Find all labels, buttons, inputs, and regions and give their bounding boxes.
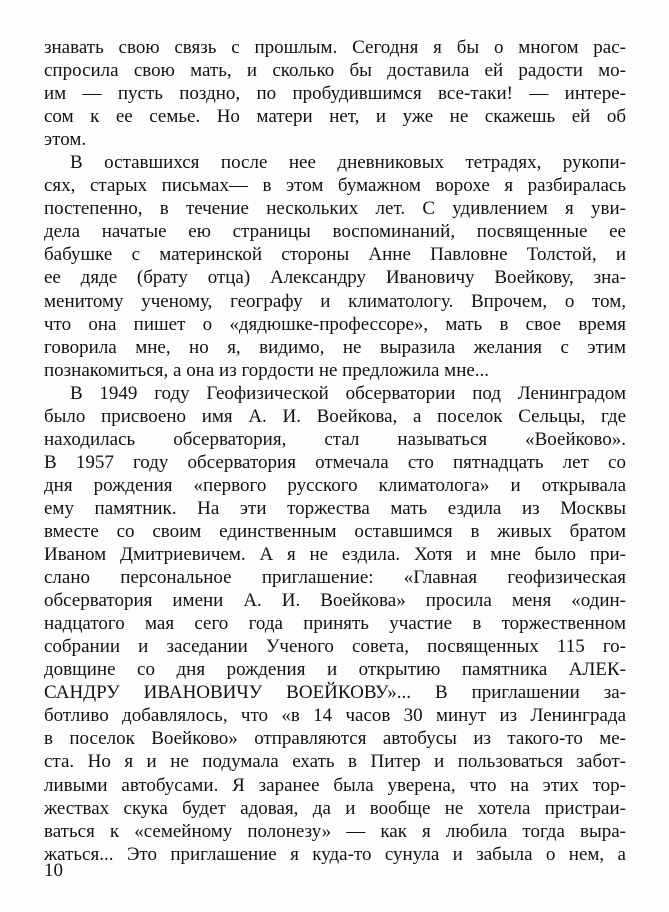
- text-line: сях, старых письмах— в этом бумажном ворохе я разбиралась: [44, 175, 626, 197]
- text-line: познакомиться, а она из гордости не предложила мне...: [44, 359, 490, 381]
- page-number: 10: [44, 860, 63, 881]
- text-line: жествах скука будет адовая, да и вообще не хотела пристраи-: [44, 797, 626, 819]
- text-line: ваться к «семейному полонезу» — как я любила тогда выра-: [44, 820, 626, 842]
- text-line: говорила мне, но я, видимо, не выразила желания с этим: [44, 336, 626, 358]
- text-line: довщине со дня рождения и открытию памятника АЛЕК-: [44, 659, 626, 681]
- text-line: бабушке с материнской стороны Анне Павловне Толстой, и: [44, 244, 626, 266]
- text-line: вместе со своим единственным оставшимся в живых братом: [44, 520, 626, 542]
- text-line: ему памятник. На эти торжества мать ездила из Москвы: [44, 497, 626, 519]
- text-line: было присвоено имя А. И. Воейкова, а поселок Сельцы, где: [44, 405, 626, 427]
- text-line: В 1949 году Геофизической обсерватории под Ленинградом: [70, 382, 626, 404]
- text-line: надцатого мая сего года принять участие в торжественном: [44, 613, 626, 635]
- text-line: этом.: [44, 129, 87, 151]
- text-line: дела начатые ею страницы воспоминаний, посвященные ее: [44, 221, 626, 243]
- body-text: [44, 36, 626, 866]
- text-line: в поселок Воейково» отправляются автобусы из такого-то ме-: [44, 728, 626, 750]
- text-line: что она пишет о «дядюшке-профессоре», мать в свое время: [44, 313, 626, 335]
- text-line: Иваном Дмитриевичем. А я не ездила. Хотя и мне было при-: [44, 544, 626, 566]
- text-line: ее дяде (брату отца) Александру Ивановичу Воейкову, зна-: [44, 267, 626, 289]
- text-line: ботливо добавлялось, что «в 14 часов 30 минут из Ленинграда: [44, 705, 626, 727]
- text-line: им — пусть поздно, по пробудившимся все-таки! — интере-: [44, 83, 626, 105]
- text-line: спросила свою мать, и сколько бы доставила ей радости мо-: [44, 60, 626, 82]
- text-line: менитому ученому, географу и климатологу. Впрочем, о том,: [44, 290, 626, 312]
- paragraph-1: [44, 36, 626, 151]
- text-line: САНДРУ ИВАНОВИЧУ ВОЕЙКОВУ»... В приглашении за-: [44, 682, 626, 704]
- paragraph-2: [44, 151, 626, 381]
- paragraph-3: [44, 382, 626, 866]
- text-line: обсерватория имени А. И. Воейкова» просила меня «один-: [44, 590, 626, 612]
- text-line: ста. Но я и не подумала ехать в Питер и пользоваться забот-: [44, 751, 626, 773]
- text-line: сом к ее семье. Но матери нет, и уже не скажешь ей об: [44, 106, 626, 128]
- text-line: дня рождения «первого русского климатолога» и открывала: [44, 474, 626, 496]
- text-line: В 1957 году обсерватория отмечала сто пятнадцать лет со: [44, 451, 626, 473]
- text-line: находилась обсерватория, стал называться «Воейково».: [44, 428, 626, 450]
- text-line: собрании и заседании Ученого совета, посвященных 115 го-: [44, 636, 626, 658]
- text-line: слано персональное приглашение: «Главная геофизическая: [44, 567, 626, 589]
- text-line: жаться... Это приглашение я куда-то сунула и забыла о нем, а: [44, 843, 626, 865]
- text-line: ливыми автобусами. Я заранее была уверена, что на этих тор-: [44, 774, 626, 796]
- text-line: знавать свою связь с прошлым. Сегодня я бы о многом рас-: [44, 37, 626, 58]
- text-line: В оставшихся после нее дневниковых тетрадях, рукопи-: [70, 152, 626, 174]
- text-line: постепенно, в течение нескольких лет. С удивлением я уви-: [44, 198, 626, 220]
